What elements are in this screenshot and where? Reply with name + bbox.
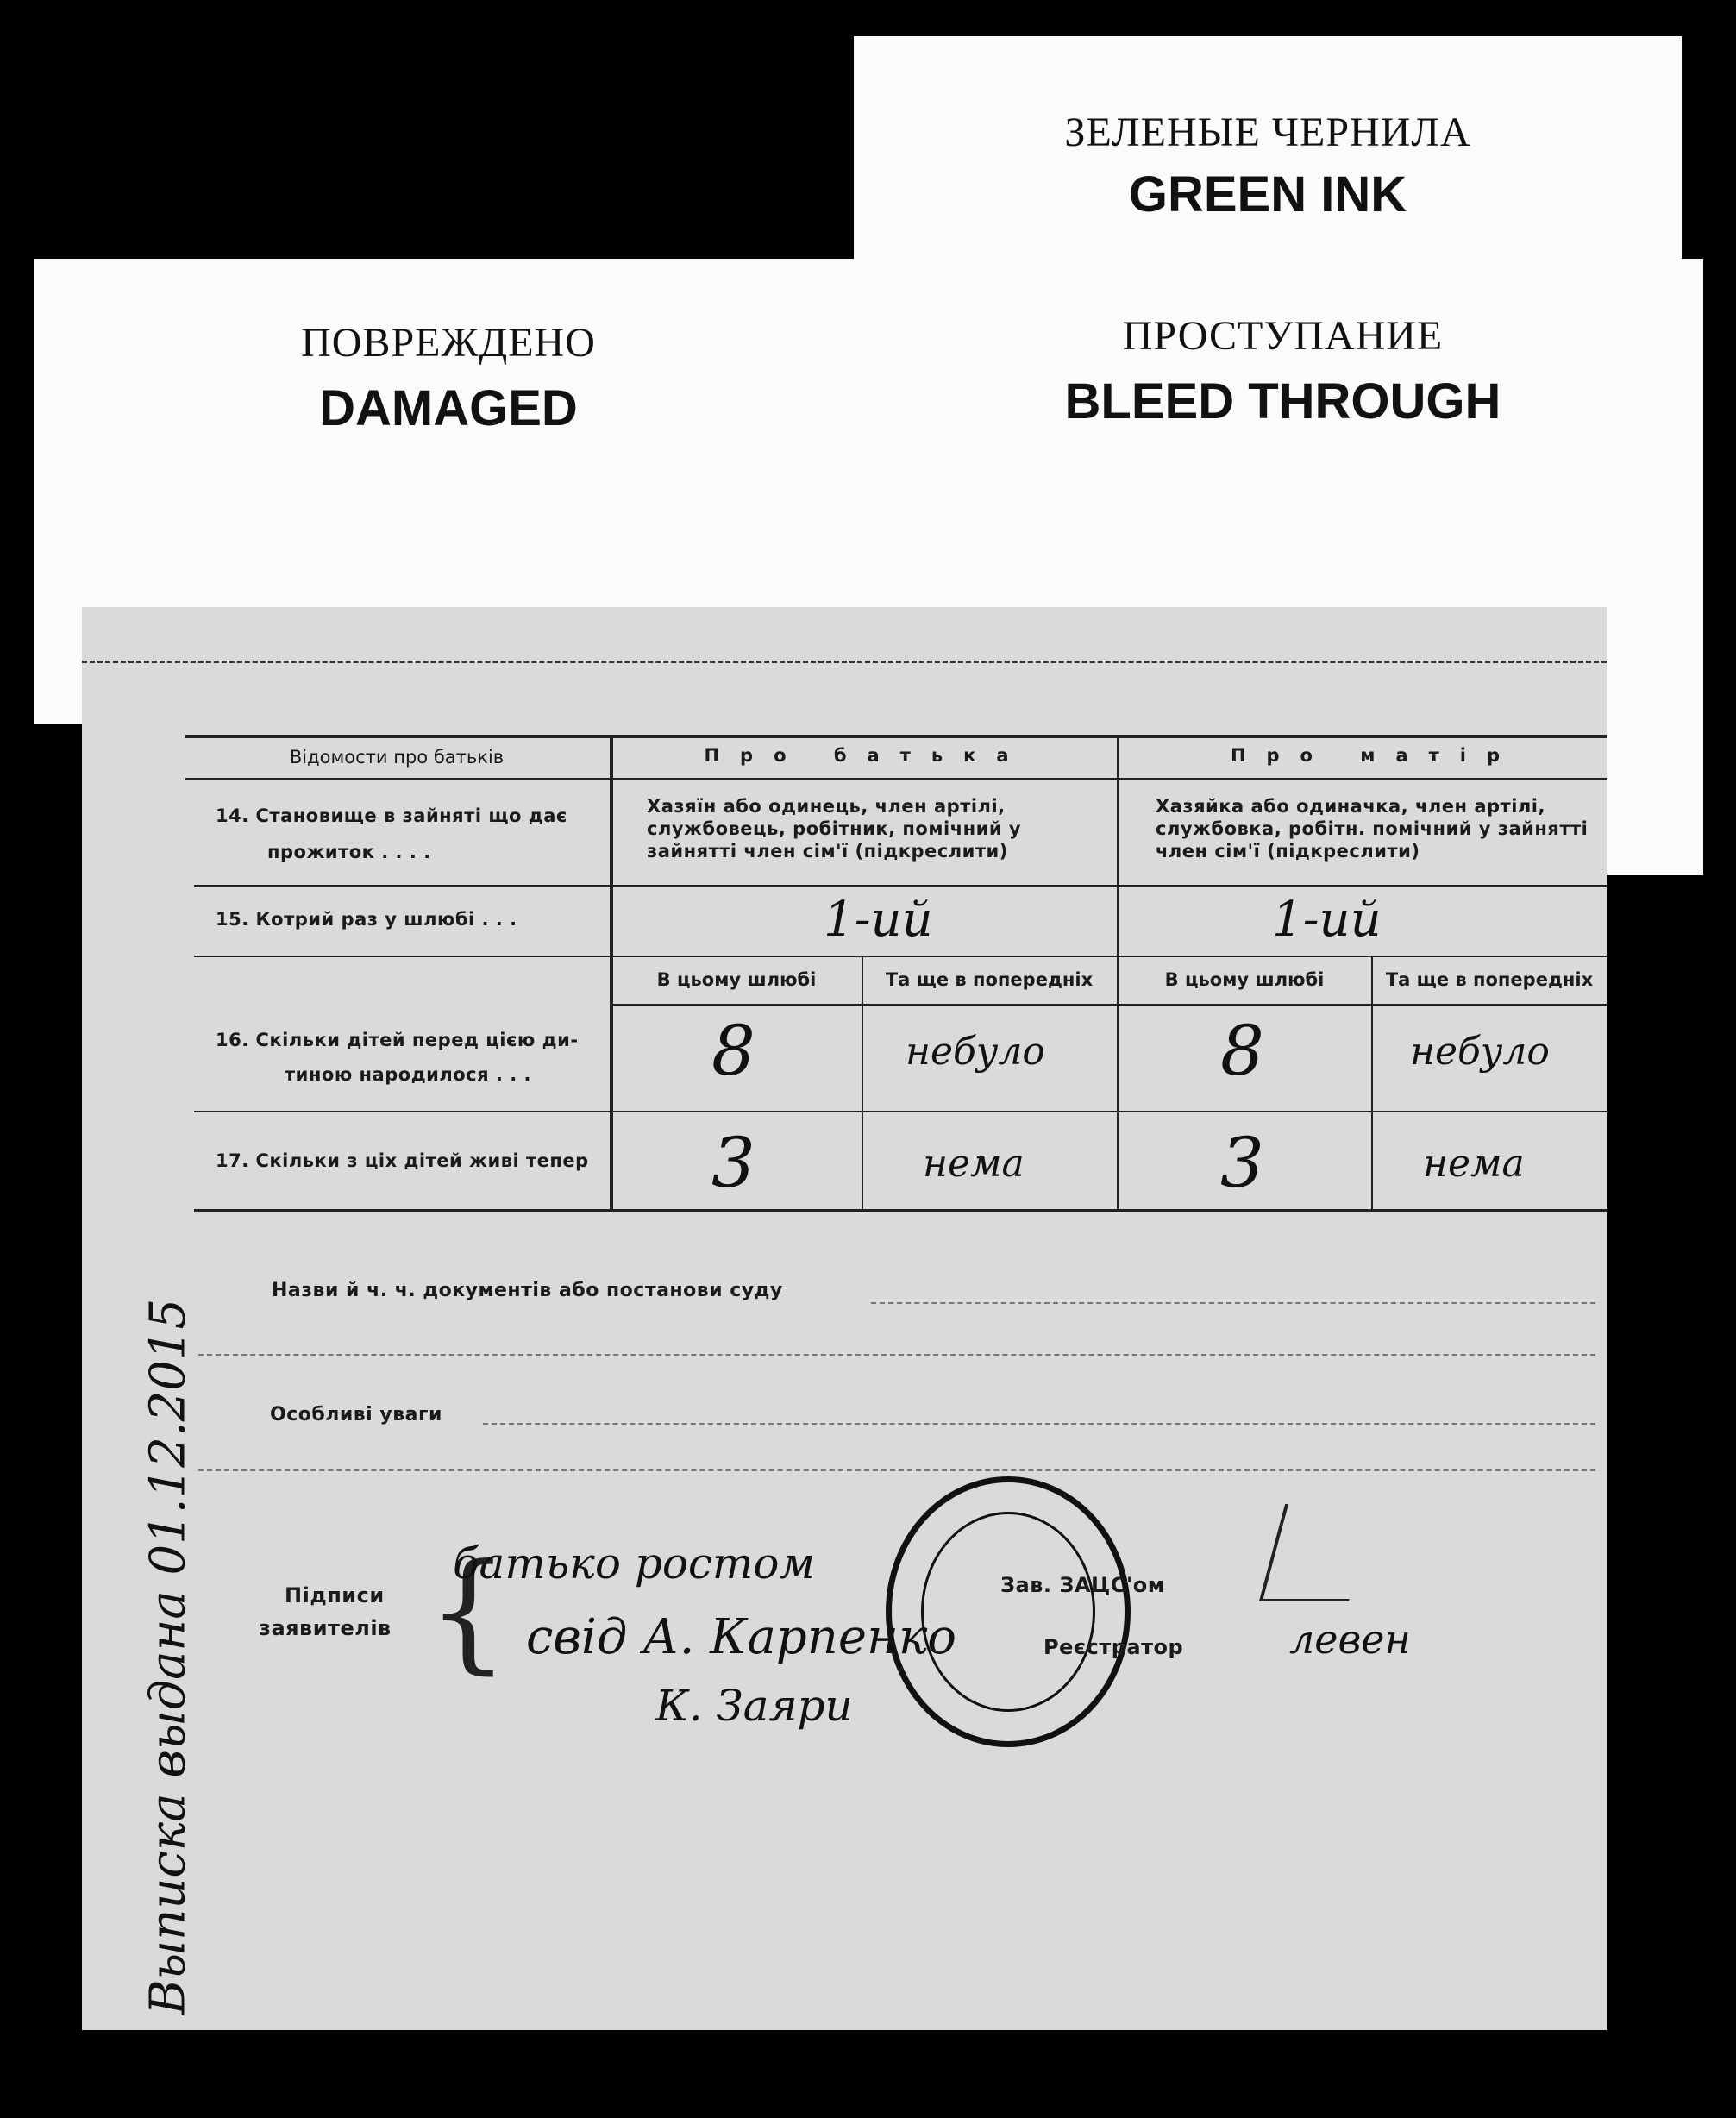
header-about-father: Про батька xyxy=(704,745,1030,766)
signatures-label-2: заявителів xyxy=(259,1616,392,1640)
row14-mother-options: Хазяйка або одиначка, член артілі, службовка, робітн. помічний у зайнятті член сім'ї (підкреслити) xyxy=(1156,796,1589,862)
signatures-label-1: Підписи xyxy=(285,1583,385,1607)
green-ink-ru: ЗЕЛЕНЫЕ ЧЕРНИЛА xyxy=(1064,110,1471,155)
row14-label-2: прожиток . . . . xyxy=(267,842,431,862)
row15-rule xyxy=(194,956,1607,957)
documents-dotted-line xyxy=(871,1302,1595,1304)
registrar-label: Реєстратор xyxy=(1043,1635,1184,1659)
signature-line-1: батько ростом xyxy=(453,1538,815,1588)
bleed-through-en: BLEED THROUGH xyxy=(1064,373,1501,429)
row14-label-1: 14. Становище в зайняті що дає xyxy=(216,805,567,826)
registrar-signature: левен xyxy=(1289,1616,1411,1663)
table-bottom-rule xyxy=(194,1209,1607,1212)
margin-note: Выписка выдана 01.12.2015 xyxy=(140,1298,197,2015)
signature-line-3: К. Заяри xyxy=(655,1681,853,1731)
row16-mother-this: 8 xyxy=(1220,1011,1264,1091)
row14-rule xyxy=(194,885,1607,887)
damaged-en: DAMAGED xyxy=(319,380,578,436)
row16-label-1: 16. Скільки дітей перед цією ди- xyxy=(216,1030,579,1050)
row16-father-this: 8 xyxy=(711,1011,755,1091)
row14-father-options: Хазяїн або одинець, член артілі, службовець, робітник, помічний у зайнятті член сім'ї (підкреслити) xyxy=(647,796,1022,862)
head-of-registry-label: Зав. ЗАЦС'ом xyxy=(1000,1573,1165,1597)
header-parents-info: Відомости про батьків xyxy=(289,747,505,768)
subheader-this-marriage-father: В цьому шлюбі xyxy=(656,969,817,990)
col-divider-3 xyxy=(862,956,863,1209)
row16-label-2: тиною народилося . . . xyxy=(285,1064,531,1085)
row16-mother-prev: небуло xyxy=(1410,1030,1550,1074)
row17-mother-prev: нема xyxy=(1423,1142,1525,1186)
bleed-through-ru: ПРОСТУПАНИЕ xyxy=(1122,313,1444,359)
row17-label: 17. Скільки з ціх дітей живі тепер xyxy=(216,1150,589,1171)
signature-line-2: свід А. Карпенко xyxy=(526,1609,956,1665)
subheader-this-marriage-mother: В цьому шлюбі xyxy=(1164,969,1325,990)
row16-father-prev: небуло xyxy=(906,1030,1045,1074)
documents-dotted-line-2 xyxy=(198,1354,1595,1356)
subheader-rule xyxy=(612,1004,1607,1006)
row15-mother-value: 1-ий xyxy=(1272,892,1382,948)
notes-dotted-line xyxy=(483,1423,1595,1425)
notes-label: Особливі уваги xyxy=(270,1404,442,1426)
row17-mother-this: 3 xyxy=(1220,1123,1264,1203)
subheader-previous-mother: Та ще в попередніх xyxy=(1385,969,1594,990)
notes-dotted-line-2 xyxy=(198,1469,1595,1471)
documents-label: Назви й ч. ч. документів або постанови суду xyxy=(272,1280,783,1301)
signatures-brace: { xyxy=(427,1537,510,1687)
row17-father-this: 3 xyxy=(711,1123,755,1203)
subheader-previous-father: Та ще в попередніх xyxy=(885,969,1094,990)
tear-line xyxy=(82,661,1607,663)
green-ink-card xyxy=(854,36,1682,262)
header-rule xyxy=(185,778,1607,780)
green-ink-en: GREEN INK xyxy=(1128,166,1407,222)
row15-label: 15. Котрий раз у шлюбі . . . xyxy=(216,909,517,930)
header-about-mother: Про матір xyxy=(1230,745,1521,766)
registry-form xyxy=(82,607,1607,2030)
col-divider-4 xyxy=(1371,956,1373,1209)
table-top-rule xyxy=(185,735,1607,738)
row15-father-value: 1-ий xyxy=(824,892,933,948)
row17-father-prev: нема xyxy=(923,1142,1025,1186)
row16-rule xyxy=(194,1111,1607,1112)
head-signature-scribble xyxy=(1259,1504,1375,1601)
damaged-ru: ПОВРЕЖДЕНО xyxy=(301,320,596,366)
